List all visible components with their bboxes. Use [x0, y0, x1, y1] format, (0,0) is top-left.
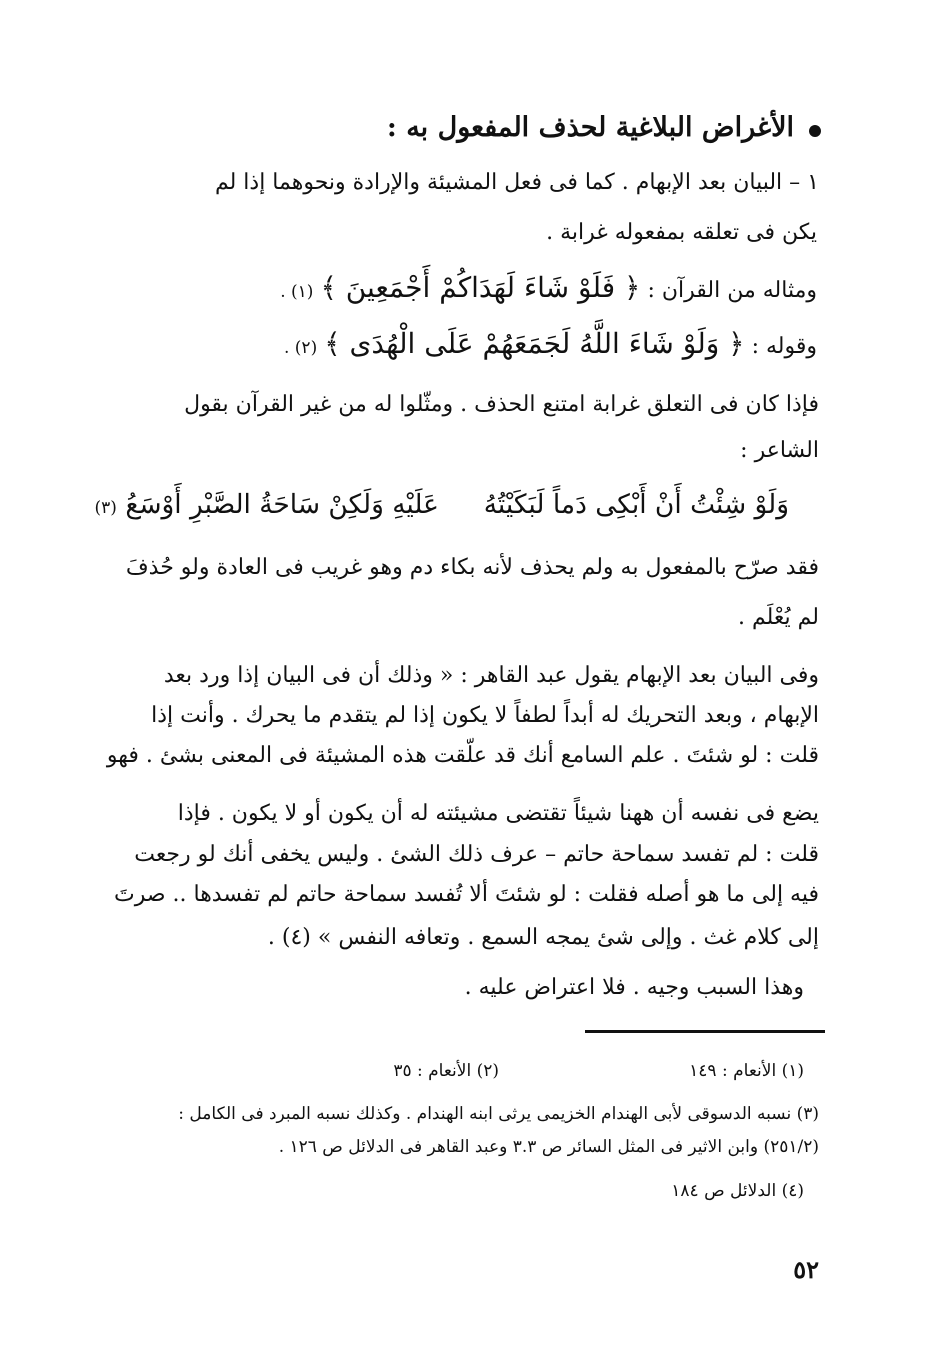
example-intro: وقوله : — [751, 334, 817, 359]
paragraph-line: يضع فى نفسه أن ههنا شيئاً تقتضى مشيئته له أن يكون أو لا يكون . فإذا — [177, 801, 819, 826]
quran-example-1 — [280, 272, 817, 304]
quran-example-2 — [284, 328, 817, 360]
paragraph-line: فيه إلى ما هو أصله فقلت : لو شئتَ ألا تُفسد سماحة حاتم لم تفسدها .. صرتَ — [114, 882, 819, 907]
paragraph-line: قلت : لم تفسد سماحة حاتم – عرف ذلك الشئ . وليس يخفى أنك لو رجعت — [134, 842, 819, 867]
footnote-4: (٤) الدلائل ص ١٨٤ — [671, 1181, 804, 1201]
section-heading: الأغراض البلاغية لحذف المفعول به : — [386, 112, 794, 143]
bullet-icon — [809, 125, 821, 137]
footnote-ref: (١) . — [280, 282, 314, 302]
quran-verse: ﴿ فَلَوْ شَاءَ لَهَدَاكُمْ أَجْمَعِينَ ﴾ — [320, 271, 641, 304]
paragraph-line: ١ – البيان بعد الإبهام . كما فى فعل المشيئة والإرادة ونحوهما إذا لم — [214, 170, 819, 195]
page-number: ٥٢ — [793, 1255, 819, 1284]
paragraph-line: وفى البيان بعد الإبهام يقول عبد القاهر : « وذلك أن فى البيان إذا ورد بعد — [163, 663, 819, 688]
quran-verse: ﴿ وَلَوْ شَاءَ اللَّهُ لَجَمَعَهُمْ عَلَى الْهُدَى ﴾ — [324, 327, 745, 360]
paragraph-line: الإبهام ، وبعد التحريك له أبداً لطفاً لا يكون إذا لم يتقدم ما يحرك . وأنت إذا — [151, 703, 819, 728]
paragraph-line: الشاعر : — [740, 438, 819, 463]
example-intro: ومثاله من القرآن : — [647, 278, 817, 303]
verse-first-hemistich: وَلَوْ شِئْتُ أَنْ أَبْكِى دَماً لَبَكَيْتُهُ — [483, 489, 789, 520]
footnote-ref: (٣) — [94, 498, 117, 518]
paragraph-line: يكن فى تعلقه بمفعوله غرابة . — [546, 220, 817, 245]
paragraph-line: فقد صرّح بالمفعول به ولم يحذف لأنه بكاء دم وهو غريب فى العادة ولو حُذفَ — [125, 555, 819, 580]
paragraph-line: فإذا كان فى التعلق غرابة امتنع الحذف . ومثّلوا له من غير القرآن بقول — [184, 392, 819, 417]
paragraph-line: إلى كلام غث . وإلى شئ يمجه السمع . وتعافه النفس » (٤) . — [267, 925, 819, 950]
verse-second-hemistich: عَلَيْهِ وَلَكِنْ سَاحَةُ الصَّبْرِ أَوْسَعُ — [125, 489, 439, 520]
footnote-1: (١) الأنعام : ١٤٩ — [689, 1061, 804, 1081]
poetry-verse — [94, 490, 789, 520]
footnote-ref: (٢) . — [283, 338, 318, 358]
footnote-separator — [585, 1030, 825, 1033]
paragraph-line: وهذا السبب وجيه . فلا اعتراض عليه . — [464, 975, 804, 1000]
footnote-2: (٢) الأنعام : ٣٥ — [393, 1061, 499, 1081]
footnote-3-continued: (٢٥١/٢) وابن الاثير فى المثل السائر ص ٣.٣ وعبد القاهر فى الدلائل ص ١٢٦ . — [278, 1137, 819, 1157]
footnote-3: (٣) نسبه الدسوقى لأبى الهندام الخزيمى يرثى ابنه الهندام . وكذلك نسبه المبرد فى الكامل : — [178, 1104, 819, 1124]
paragraph-line: لم يُعْلَم . — [738, 605, 819, 630]
paragraph-line: قلت : لو شئتَ . علم السامع أنك قد علّقت هذه المشيئة فى المعنى بشئ . فهو — [106, 743, 819, 768]
